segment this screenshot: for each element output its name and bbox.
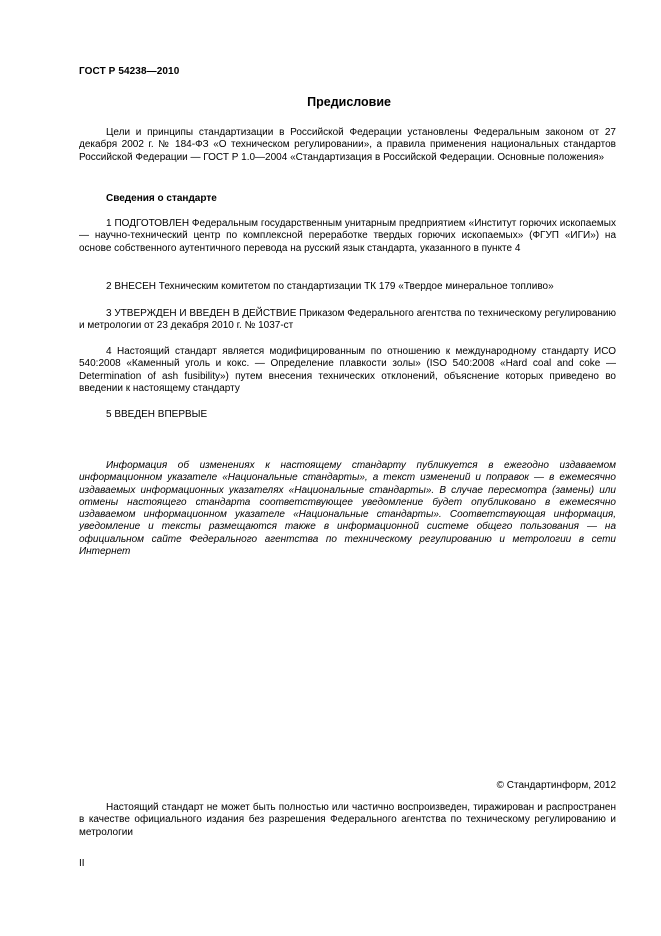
document-id-header: ГОСТ Р 54238—2010 [79, 66, 180, 77]
page-title: Предисловие [307, 95, 391, 109]
item-3 [79, 308, 616, 333]
item-4 [79, 346, 616, 396]
item-4-text: 4 Настоящий стандарт является модифицированным по отношению к международному стандарту ИСО 540:2008 «Каменный уголь и кокс. — Определение плавкости золы» (ISO 540:2008 «Hard coal and coke — Determination of ash fusibility») путем внесения технических отклонений, объяснение которых приведено во введении к настоящему стандарту [79, 346, 616, 395]
item-1-text: 1 ПОДГОТОВЛЕН Федеральным государственным унитарным предприятием «Институт горючих ископаемых — научно-технический центр по комплексной переработке твердых горючих ископаемых» (ФГУП «ИГИ») на основе собственного аутентичного перевода на русский язык стандарта, указанного в пункте 4 [79, 218, 616, 254]
item-3-text: 3 УТВЕРЖДЕН И ВВЕДЕН В ДЕЙСТВИЕ Приказом Федерального агентства по техническому регулированию и метрологии от 23 декабря 2010 г. № 1037-ст [79, 308, 616, 332]
intro-paragraph [79, 127, 616, 164]
update-notice [79, 460, 616, 558]
intro-text: Цели и принципы стандартизации в Российской Федерации установлены Федеральным законом от 27 декабря 2002 г. № 184-ФЗ «О техническом регулировании», а правила применения национальных стандартов Российской Федерации — ГОСТ Р 1.0—2004 «Стандартизация в Российской Федерации. Основные положения» [79, 127, 616, 163]
section-heading: Сведения о стандарте [106, 193, 217, 204]
item-1 [79, 218, 616, 255]
item-5-text: 5 ВВЕДЕН ВПЕРВЫЕ [106, 409, 208, 420]
reproduction-note [79, 802, 616, 839]
copyright-line: © Стандартинформ, 2012 [496, 780, 616, 791]
page-number: II [79, 858, 85, 869]
item-2-text: 2 ВНЕСЕН Техническим комитетом по стандартизации ТК 179 «Твердое минеральное топливо» [106, 281, 554, 292]
item-5 [79, 409, 616, 421]
reproduction-note-text: Настоящий стандарт не может быть полностью или частично воспроизведен, тиражирован и распространен в качестве официального издания без разрешения Федерального агентства по техническому регулированию и метрологии [79, 802, 616, 838]
item-2 [79, 281, 616, 293]
update-notice-text: Информация об изменениях к настоящему стандарту публикуется в ежегодно издаваемом информационном указателе «Национальные стандарты», а текст изменений и поправок — в ежемесячно издаваемых информационных указателях «Национальные стандарты». В случае пересмотра (замены) или отмены настоящего стандарта соответствующее уведомление будет опубликовано в ежемесячно издаваемом информационном указателе «Национальные стандарты». Соответствующая информация, уведомление и тексты размещаются также в информационной системе общего пользования — на официальном сайте Федерального агентства по техническому регулированию и метрологии в сети Интернет [79, 460, 616, 558]
